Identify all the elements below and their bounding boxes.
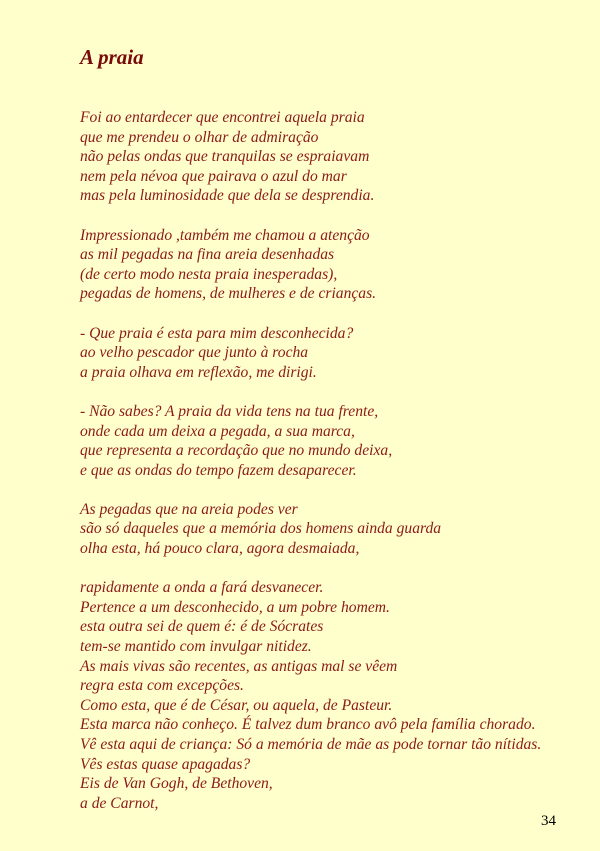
poem-line: - Que praia é esta para mim desconhecida? xyxy=(80,324,354,342)
page-number: 34 xyxy=(541,813,556,829)
stanza xyxy=(80,324,590,383)
poem-line: (de certo modo nesta praia inesperadas), xyxy=(80,265,338,283)
poem-line: Foi ao entardecer que encontrei aquela praia xyxy=(80,109,365,126)
poem-line: não pelas ondas que tranquilas se espraiavam xyxy=(80,148,370,166)
poem-line: As pegadas que na areia podes ver xyxy=(80,500,298,518)
poem-line: que representa a recordação que no mundo deixa, xyxy=(80,442,393,460)
poem-line: que me prendeu o olhar de admiração xyxy=(80,128,319,146)
poem-line: Impressionado ,também me chamou a atenção xyxy=(80,226,370,244)
poem-line: Como esta, que é de César, ou aquela, de Pasteur. xyxy=(80,696,393,714)
poem-line: Vês estas quase apagadas? xyxy=(80,755,251,773)
poem-line: - Não sabes? A praia da vida tens na tua frente, xyxy=(80,402,379,420)
poem-line: regra esta com excepções. xyxy=(80,677,244,695)
poem-line: pegadas de homens, de mulheres e de crianças. xyxy=(80,285,377,303)
poem-line: tem-se mantido com invulgar nitidez. xyxy=(80,638,312,656)
poem-line: e que as ondas do tempo fazem desaparecer. xyxy=(80,461,357,479)
poem-line: onde cada um deixa a pegada, a sua marca, xyxy=(80,422,355,440)
poem-line: olha esta, há pouco clara, agora desmaiada, xyxy=(80,540,360,558)
poem-line: esta outra sei de quem é: é de Sócrates xyxy=(80,618,324,636)
stanza xyxy=(80,108,590,206)
stanza xyxy=(80,226,590,304)
stanza xyxy=(80,402,590,480)
poem-line: são só daqueles que a memória dos homens ainda guarda xyxy=(80,520,442,538)
poem-line: nem pela névoa que pairava o azul do mar xyxy=(80,167,347,185)
poem-line: as mil pegadas na fina areia desenhadas xyxy=(80,246,335,264)
poem-line: Esta marca não conheço. É talvez dum branco avô pela família chorado. xyxy=(80,716,536,734)
stanza xyxy=(80,578,590,813)
poem-line: Eis de Van Gogh, de Bethoven, xyxy=(80,775,273,793)
poem-line: As mais vivas são recentes, as antigas mal se vêem xyxy=(80,657,398,675)
poem-line: Vê esta aqui de criança: Só a memória de mãe as pode tornar tão nítidas. xyxy=(80,736,542,753)
poem-line: ao velho pescador que junto à rocha xyxy=(80,344,309,362)
poem-body xyxy=(80,108,590,833)
poem-line: a de Carnot, xyxy=(80,794,159,812)
stanza xyxy=(80,500,590,559)
poem-title: A praia xyxy=(80,45,144,69)
poem-line: a praia olhava em reflexão, me dirigi. xyxy=(80,363,317,381)
poem-line: Pertence a um desconhecido, a um pobre homem. xyxy=(80,598,390,616)
poem-line: rapidamente a onda a fará desvanecer. xyxy=(80,579,324,597)
poem-line: mas pela luminosidade que dela se desprendia. xyxy=(80,187,375,205)
